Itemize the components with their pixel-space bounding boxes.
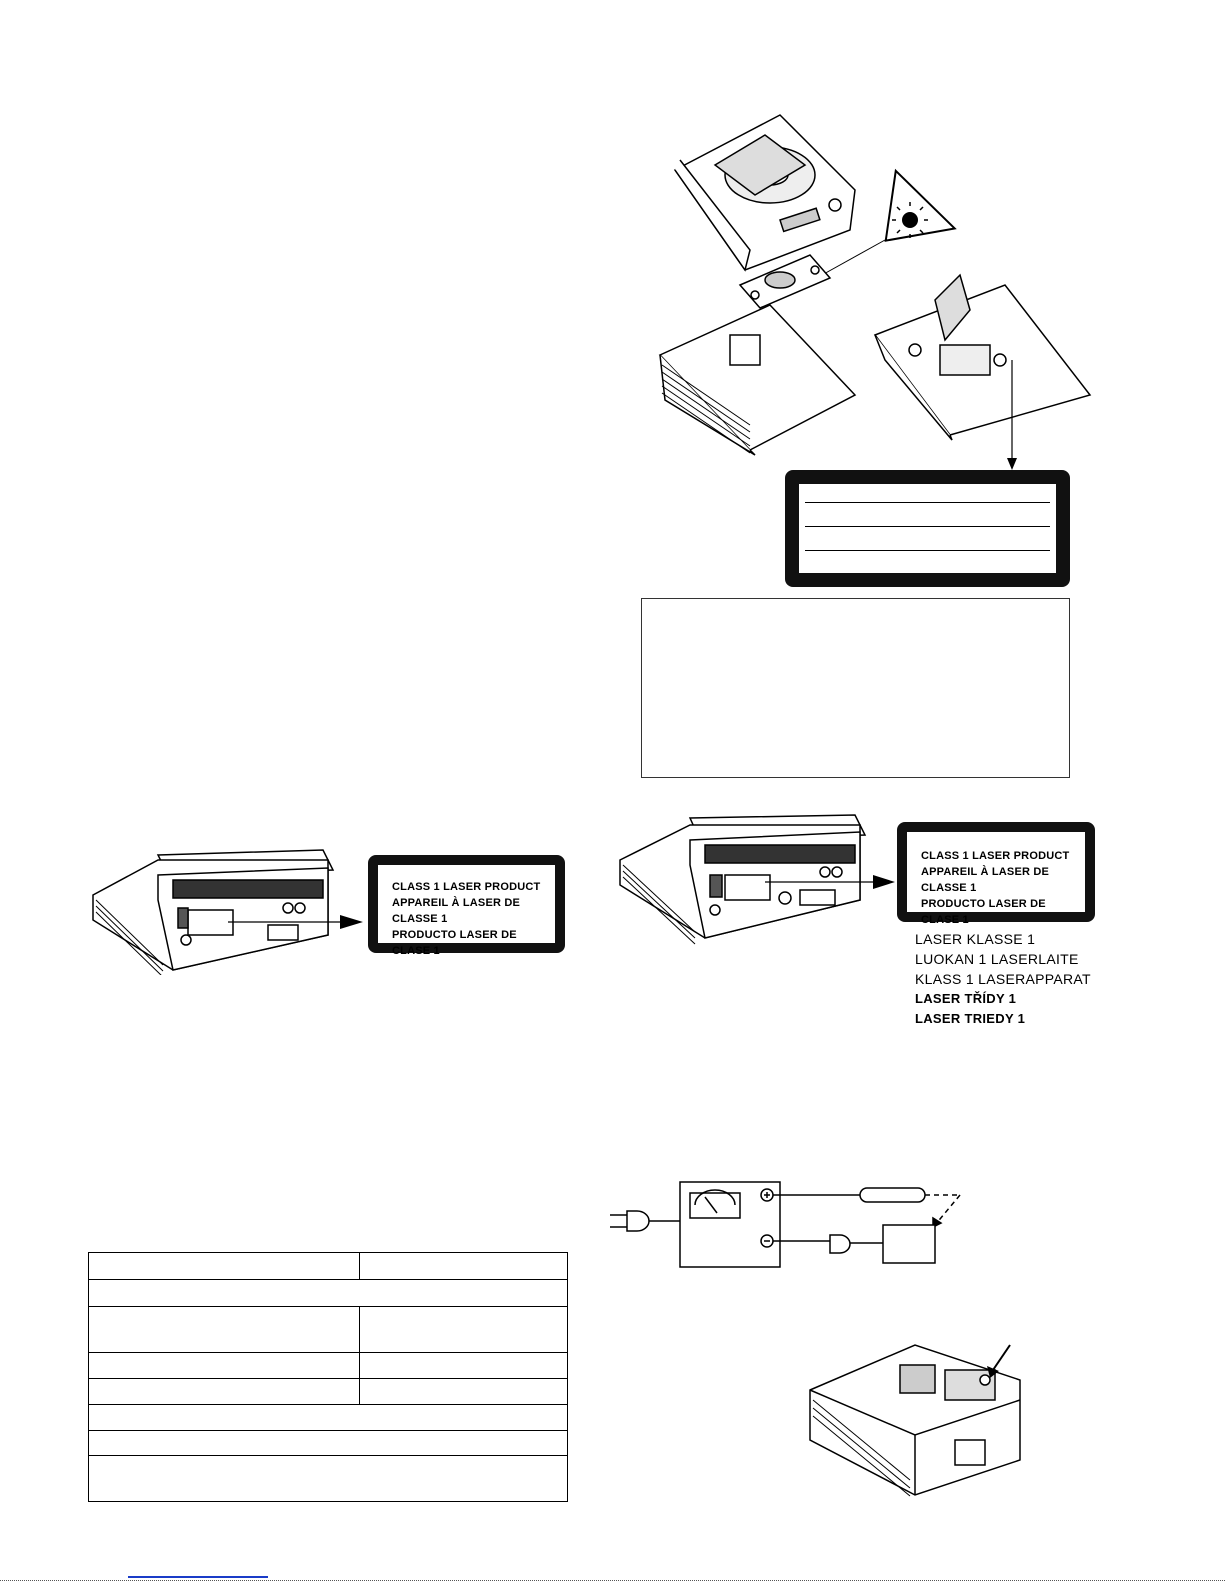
rear-panel-unit-illustration-left: [88, 840, 363, 975]
caution-text-box: [641, 598, 1070, 778]
ac-plug-icon: [610, 1211, 680, 1231]
label-line-1: CLASS 1 LASER PRODUCT: [921, 850, 1070, 862]
table-row: [89, 1253, 567, 1280]
leakage-test-circuit-diagram: [605, 1175, 975, 1275]
label-line-3: PRODUCTO LASER DE CLASE 1: [392, 929, 517, 957]
table-row: [89, 1378, 567, 1405]
class1-label-left: [368, 855, 565, 957]
footer-link-underline[interactable]: [128, 1576, 268, 1578]
unit-bottom-view-illustration: [805, 1340, 1035, 1500]
table-row: [89, 1430, 567, 1456]
pointer-arrow-icon: [340, 915, 363, 929]
label-line-1: CLASS 1 LASER PRODUCT: [392, 881, 541, 893]
table-row: [89, 1306, 567, 1353]
analog-meter-icon: [690, 1190, 740, 1218]
laser-warning-triangle-icon: [874, 162, 955, 240]
language-label: KLASS 1 LASERAPPARAT: [915, 971, 1091, 987]
specification-table: [88, 1252, 568, 1502]
label-line-3: PRODUCTO LASER DE CLASE 1: [921, 898, 1046, 926]
rear-panel-unit-illustration-right: [615, 810, 895, 945]
table-row: [89, 1404, 567, 1431]
language-label: LASER TŘÍDY 1: [915, 991, 1017, 1006]
table-row: [89, 1352, 567, 1379]
language-label: LASER TRIEDY 1: [915, 1011, 1026, 1026]
table-row: [89, 1279, 567, 1307]
class1-label-right: [897, 822, 1095, 926]
label-line-2: APPAREIL À LASER DE CLASSE 1: [392, 897, 521, 925]
internal-warning-label: [785, 470, 1070, 587]
laser-class-language-list: [915, 929, 1091, 1029]
language-label: LASER KLASSE 1: [915, 931, 1036, 947]
label-line-2: APPAREIL À LASER DE CLASSE 1: [921, 866, 1050, 894]
footer-divider: [0, 1580, 1225, 1581]
language-label: LUOKAN 1 LASERLAITE: [915, 951, 1079, 967]
